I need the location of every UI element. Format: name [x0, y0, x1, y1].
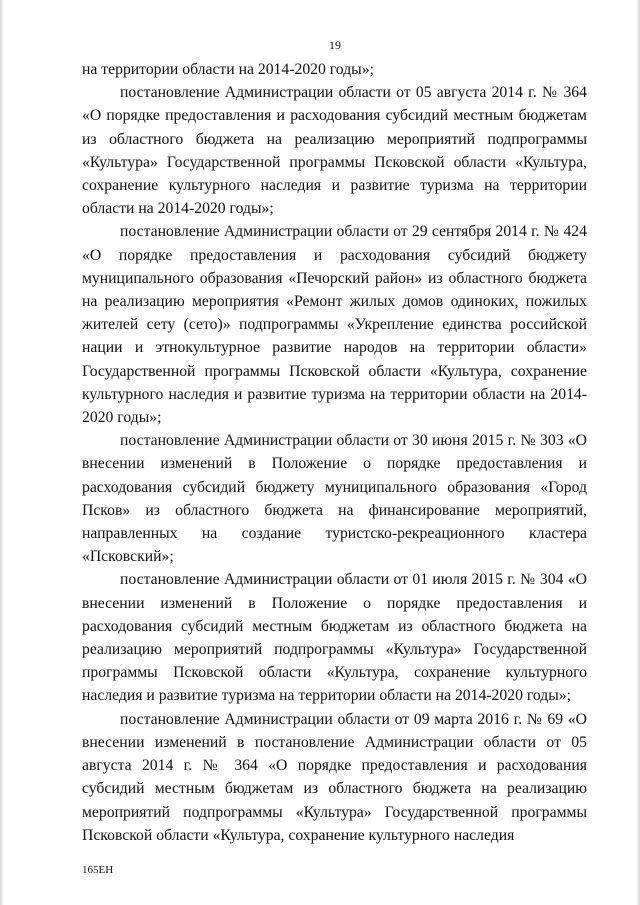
- paragraph-resolution-304: постановление Администрации области от 01 июля 2015 г. № 304 «О внесении изменений в Положение о порядке предоставления и расходования субсидий местным бюджетам из областного бюджета на реализацию мероприятий подпрограммы «Культура» Государственной программы Псковской области «Культура, сохранение культурного наследия и развитие туризма на территории области на 2014-2020 годы»;: [82, 571, 587, 705]
- paragraph-resolution-69: постановление Администрации области от 09 марта 2016 г. № 69 «О внесении изменений в постановление Администрации области от 05 августа 2014 г. № 364 «О порядке предоставления и расходования субсидий местным бюджетам из областного бюджета на реализацию мероприятий подпрограммы «Культура» Государственной программы Псковской области «Культура, сохранение культурного наследия: [82, 710, 587, 844]
- page-edge-left: [0, 0, 4, 905]
- document-code: 165ЕН: [82, 864, 114, 876]
- paragraph-resolution-364: постановление Администрации области от 05 августа 2014 г. № 364 «О порядке предоставления и расходования субсидий местным бюджетам из областного бюджета на реализацию мероприятий подпрограммы «Культура» Государственной программы Псковской области «Культура, сохранение культурного наследия и развитие туризма на территории области на 2014-2020 годы»;: [82, 84, 587, 218]
- page-number: 19: [329, 38, 341, 52]
- paragraph-continuation: на территории области на 2014-2020 годы»;: [82, 61, 374, 78]
- paragraph-resolution-424: постановление Администрации области от 29 сентября 2014 г. № 424 «О порядке предоставления и расходования субсидий бюджету муниципального образования «Печорский район» из областного бюджета на реализацию мероприятия «Ремонт жилых домов одиноких, пожилых жителей сету (сето)» подпрограммы «Укрепление единства российской нации и этнокультурное развитие народов на территории области» Государственной программы Псковской области «Культура, сохранение культурного наследия и развитие туризма на территории области на 2014-2020 годы»;: [82, 223, 587, 427]
- document-body: [82, 58, 587, 847]
- paragraph-resolution-303: постановление Администрации области от 30 июня 2015 г. № 303 «О внесении изменений в Положение о порядке предоставления и расходования субсидий бюджету муниципального образования «Город Псков» из областного бюджета на финансирование мероприятий, направленных на создание туристско-рекреационного кластера «Псковский»;: [82, 432, 587, 566]
- page-edge-right: [636, 0, 640, 905]
